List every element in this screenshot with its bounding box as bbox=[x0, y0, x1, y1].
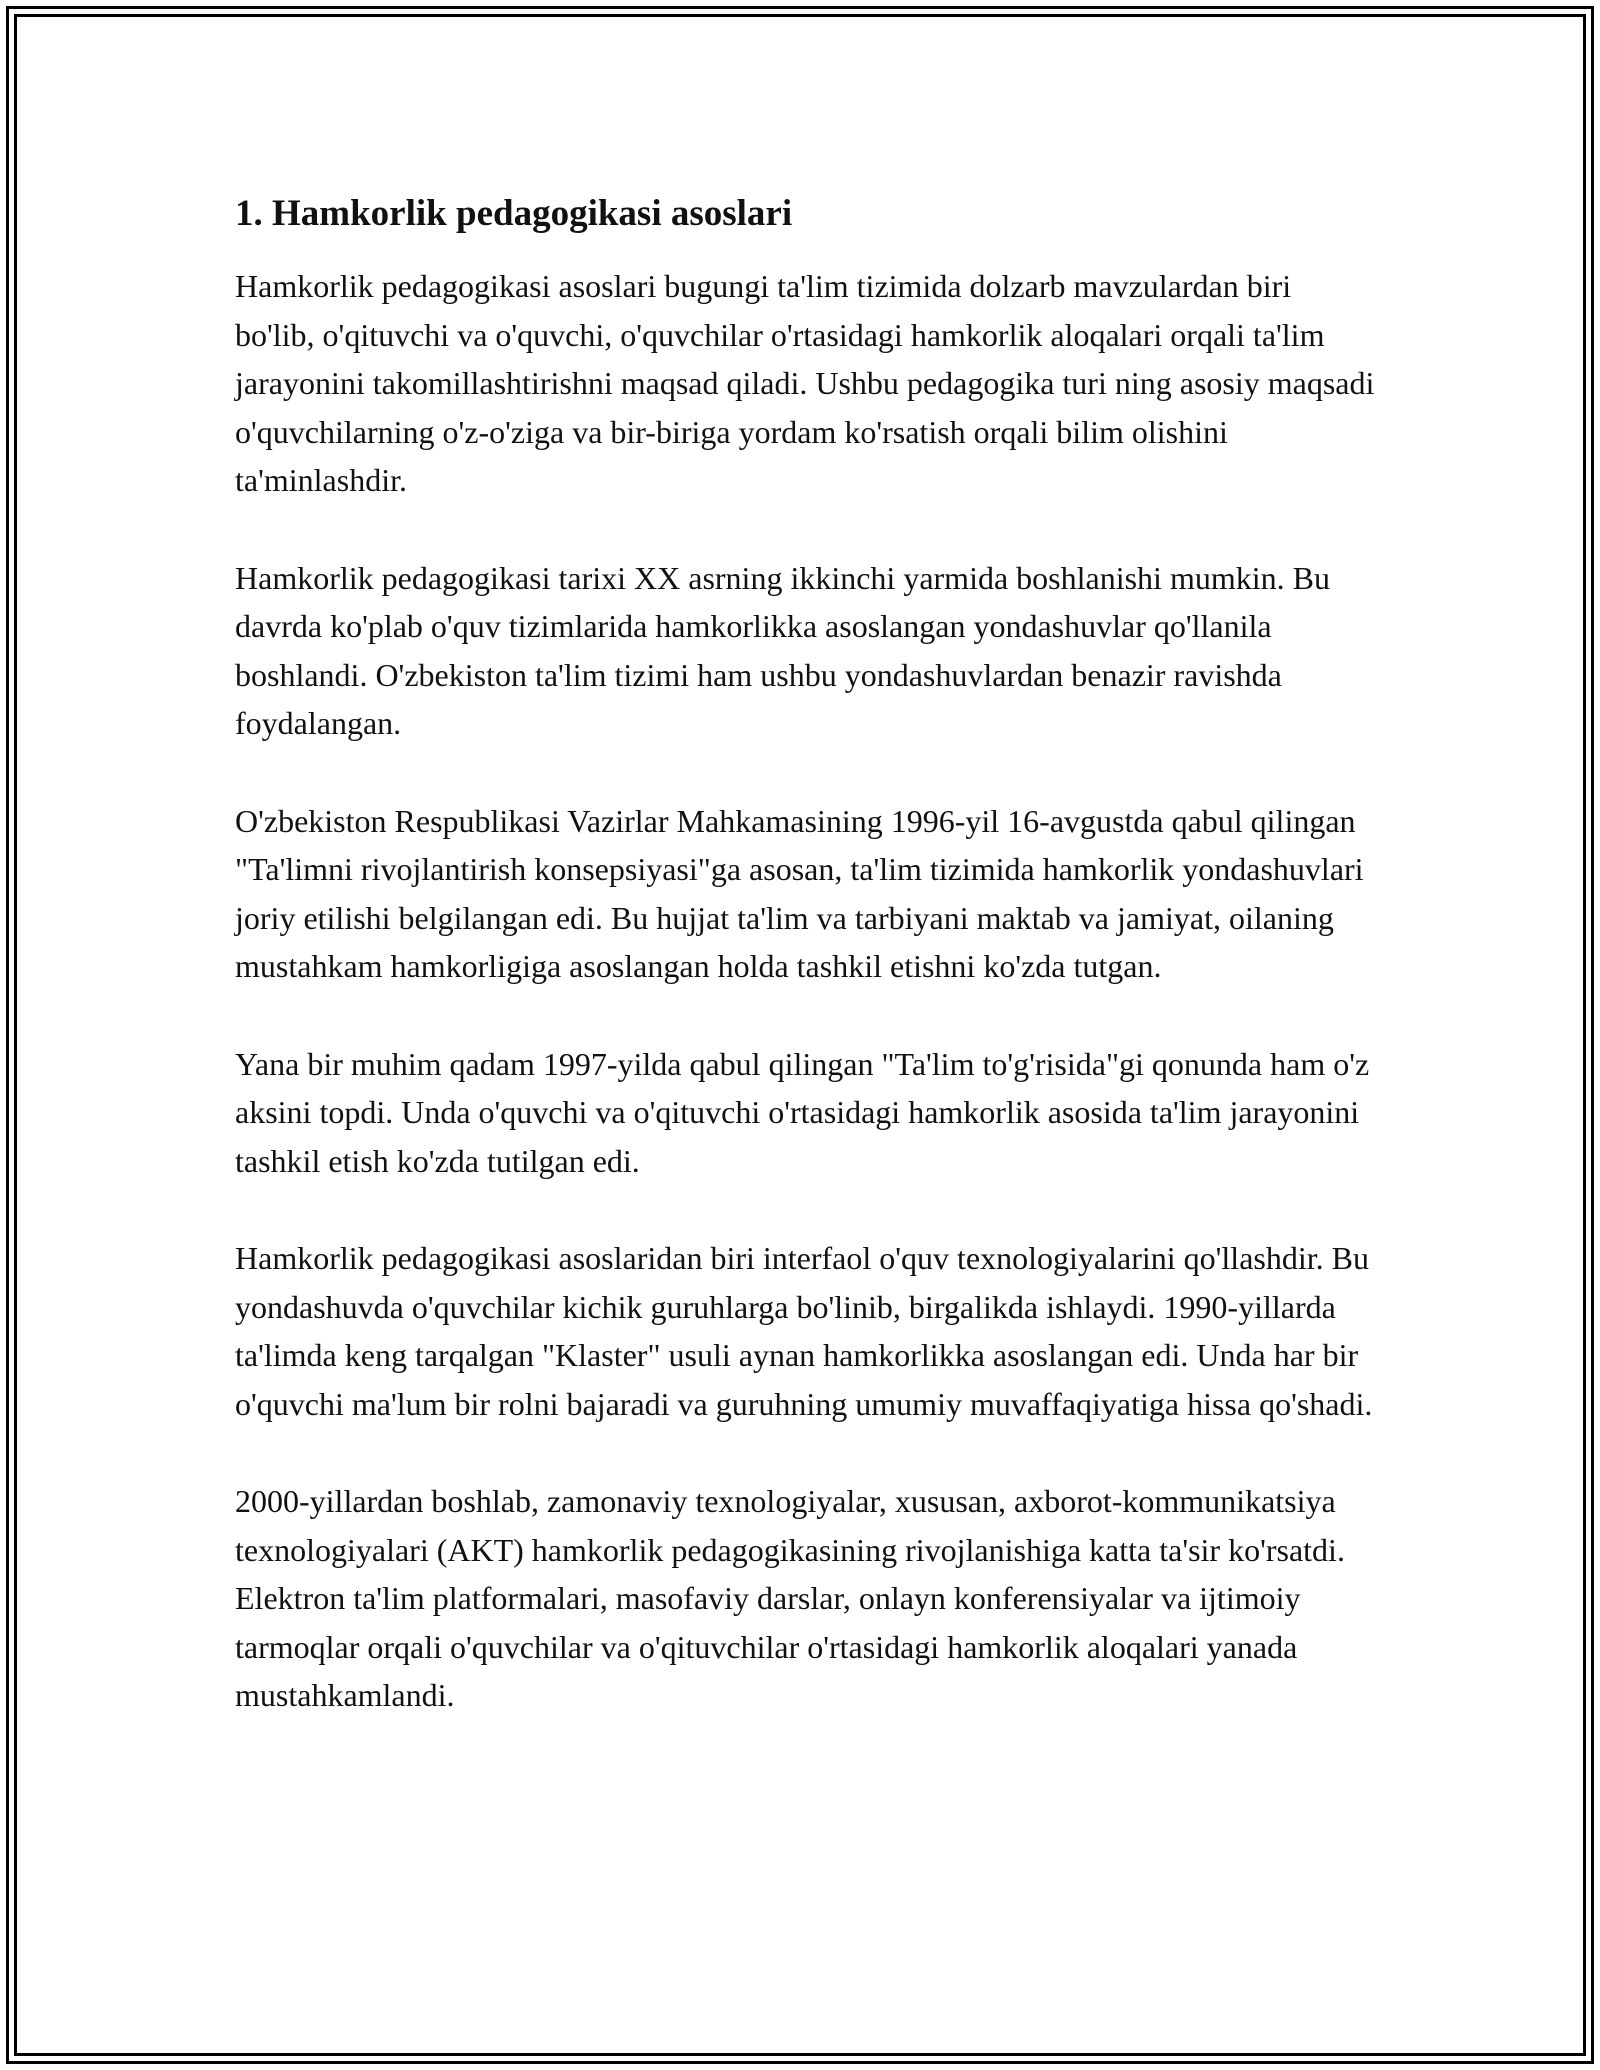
paragraph-1996-concept: O'zbekiston Respublikasi Vazirlar Mahkamasining 1996-yil 16-avgustda qabul qilingan "Ta'limni rivojlantirish konsepsiyasi"ga asosan, ta'lim tizimida hamkorlik yondashuvlari joriy etilishi belgilangan edi. Bu hujjat ta'lim va tarbiyani maktab va jamiyat, oilaning mustahkam hamkorligiga asoslangan holda tashkil etishni ko'zda tutgan. bbox=[235, 802, 1364, 984]
section-heading: 1. Hamkorlik pedagogikasi asoslari bbox=[235, 193, 793, 234]
paragraph-intro: Hamkorlik pedagogikasi asoslari bugungi ta'lim tizimida dolzarb mavzulardan biri bo'lib, o'qituvchi va o'quvchi, o'quvchilar o'rtasidagi hamkorlik aloqalari orqali ta'lim jarayonini takomillashtirishni maqsad qiladi. Ushbu pedagogika turi ning asosiy maqsadi o'quvchilarning o'z-o'ziga va bir-biriga yordam ko'rsatish orqali bilim olishini ta'minlashdir. bbox=[235, 268, 1375, 498]
paragraph-1997-law: Yana bir muhim qadam 1997-yilda qabul qilingan "Ta'lim to'g'risida"gi qonunda ham o'z aksini topdi. Unda o'quvchi va o'qituvchi o'rtasidagi hamkorlik asosida ta'lim jarayonini tashkil etish ko'zda tutilgan edi. bbox=[235, 1045, 1370, 1179]
paragraph-ict: 2000-yillardan boshlab, zamonaviy texnologiyalar, xususan, axborot-kommunikatsiya texnologiyalari (AKT) hamkorlik pedagogikasining rivojlanishiga katta ta'sir ko'rsatdi. Elektron ta'lim platformalari, masofaviy darslar, onlayn konferensiyalar va ijtimoiy tarmoqlar orqali o'quvchilar va o'qituvchilar o'rtasidagi hamkorlik aloqalari yanada mustahkamlandi. bbox=[235, 1483, 1345, 1713]
paragraph-history: Hamkorlik pedagogikasi tarixi XX asrning ikkinchi yarmida boshlanishi mumkin. Bu davrda ko'plab o'quv tizimlarida hamkorlikka asoslangan yondashuvlar qo'llanila boshlandi. O'zbekiston ta'lim tizimi ham ushbu yondashuvlardan benazir ravishda foydalangan. bbox=[235, 559, 1330, 741]
document-body bbox=[235, 186, 1375, 1769]
paragraph-interactive-technologies: Hamkorlik pedagogikasi asoslaridan biri interfaol o'quv texnologiyalarini qo'llashdir. Bu yondashuvda o'quvchilar kichik guruhlarga bo'linib, birgalikda ishlaydi. 1990-yillarda ta'limda keng tarqalgan "Klaster" usuli aynan hamkorlikka asoslangan edi. Unda har bir o'quvchi ma'lum bir rolni bajaradi va guruhning umumiy muvaffaqiyatiga hissa qo'shadi. bbox=[235, 1240, 1373, 1422]
